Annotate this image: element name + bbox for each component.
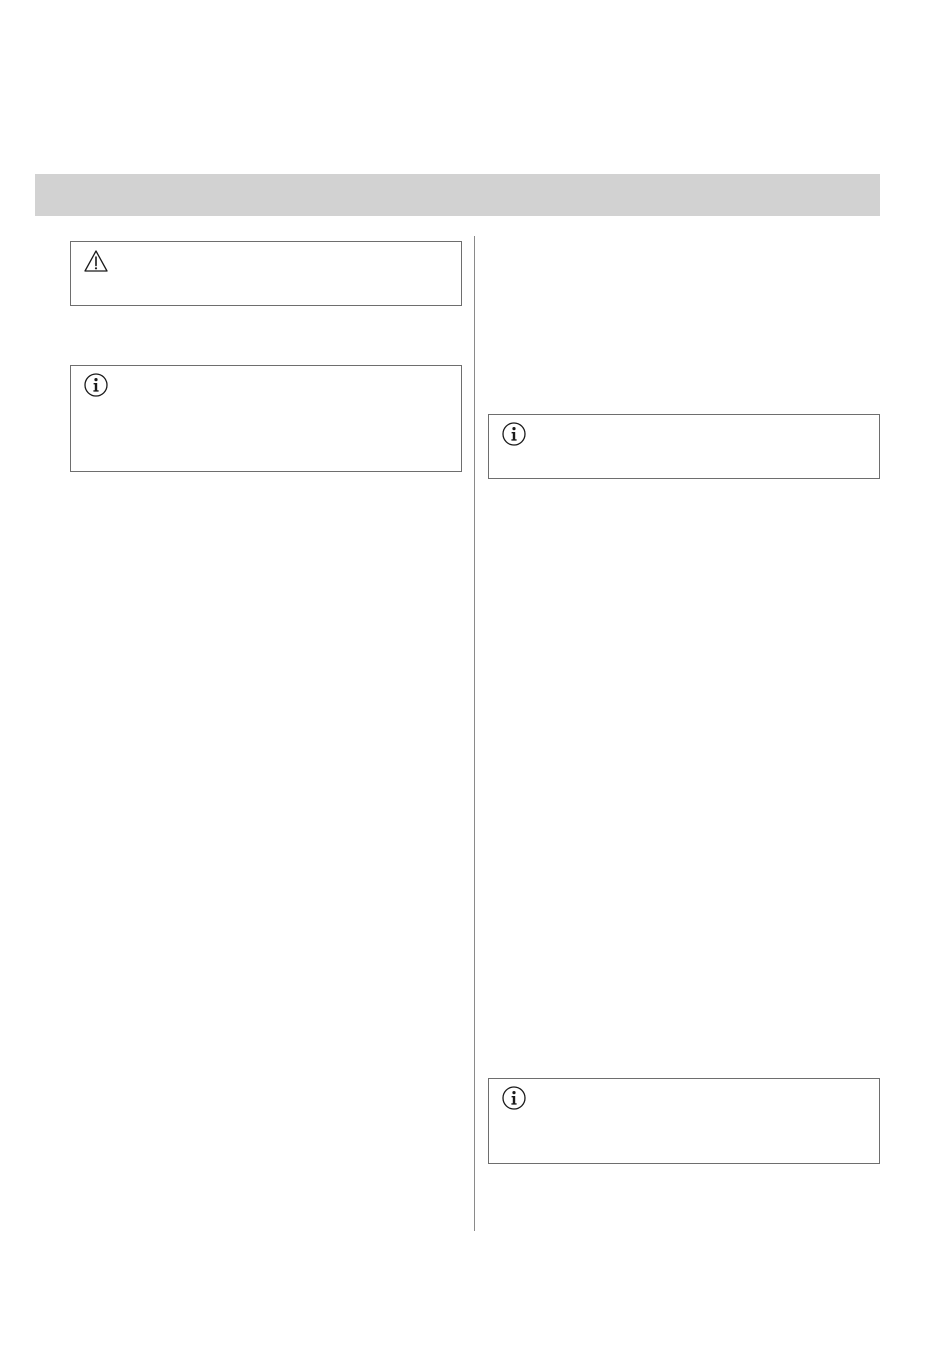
warning-triangle-icon	[83, 248, 109, 274]
column-divider	[474, 236, 475, 1231]
info-circle-icon	[83, 372, 109, 398]
info-circle-icon	[501, 421, 527, 447]
info-notice-box	[70, 365, 462, 472]
section-header-bar	[35, 174, 880, 216]
info-notice-box	[488, 414, 880, 479]
warning-notice-box	[70, 241, 462, 306]
info-notice-box	[488, 1078, 880, 1164]
info-circle-icon	[501, 1085, 527, 1111]
